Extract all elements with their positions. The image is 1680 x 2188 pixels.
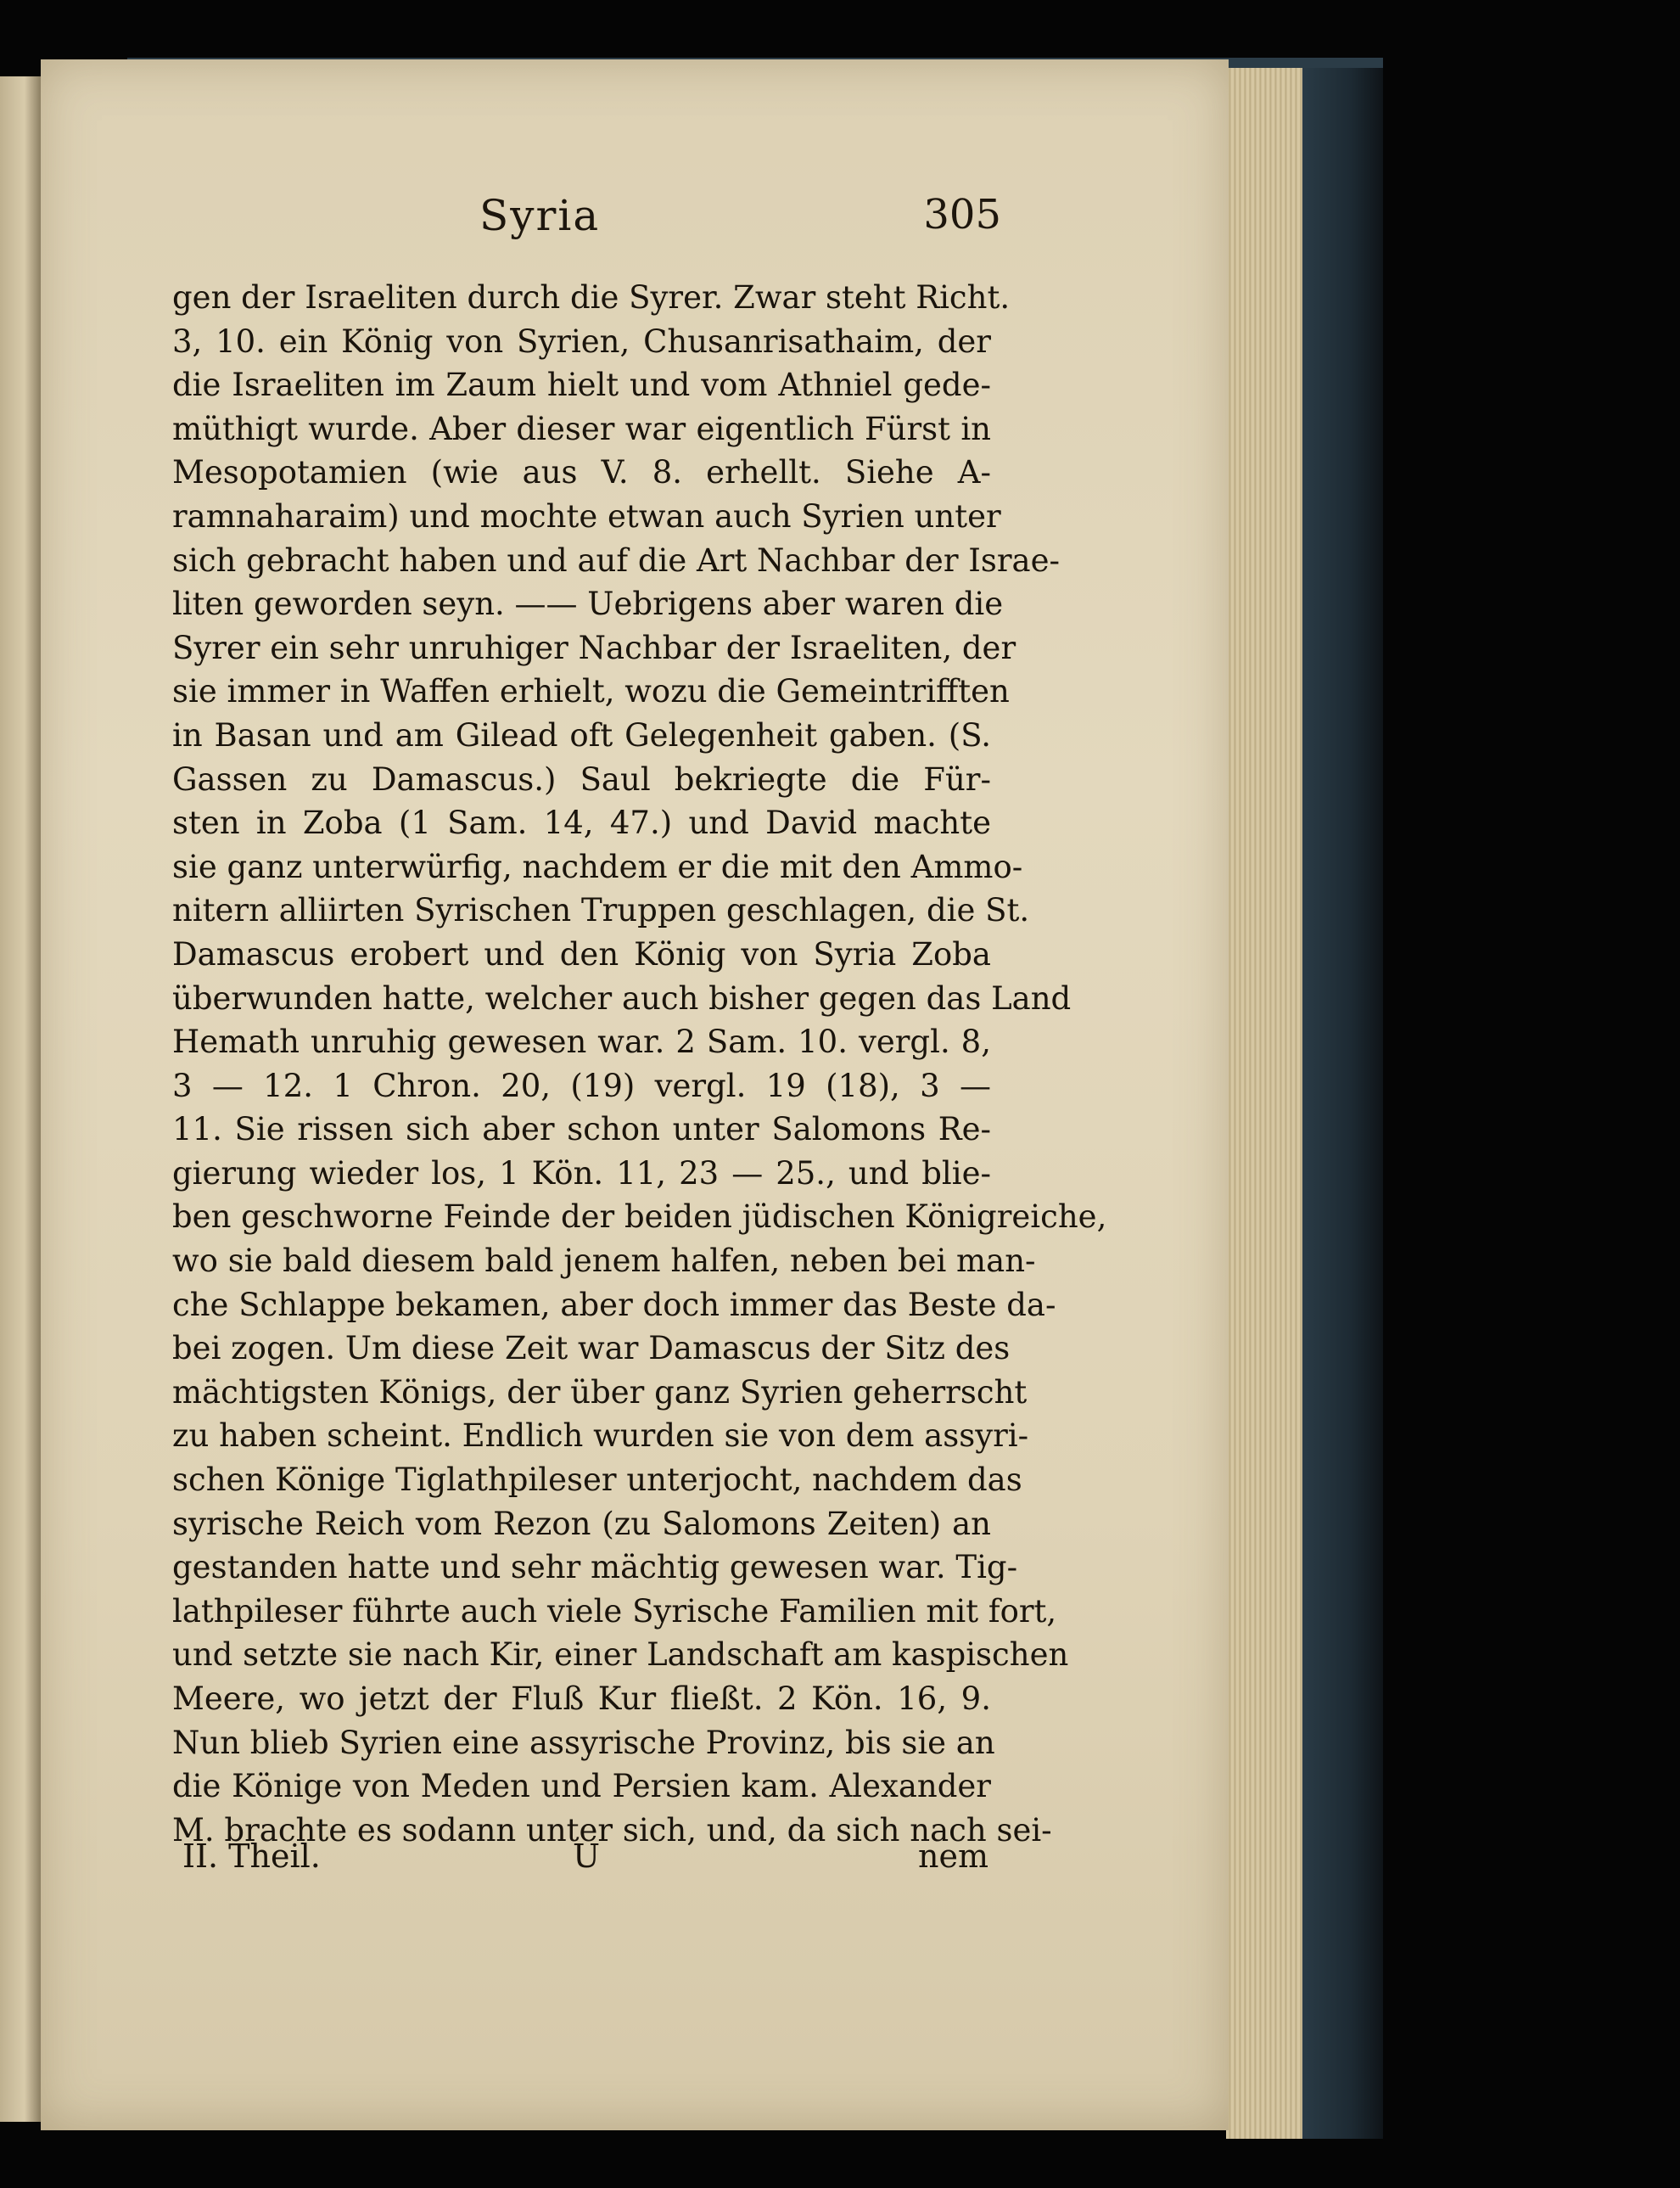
text-line: Meere, wo jetzt der Fluß Kur fließt. 2 Kön. 16, 9. [172,1680,991,1717]
text-line: Syrer ein sehr unruhiger Nachbar der Israeliten, der [172,629,1016,666]
book-cover-board [1302,68,1383,2139]
text-line: müthigt wurde. Aber dieser war eigentlich Fürst in [172,410,991,447]
text-line: gestanden hatte und sehr mächtig gewesen war. Tig- [172,1549,1018,1586]
text-line: die Israeliten im Zaum hielt und vom Athniel gede- [172,367,991,404]
sheet-mark: U [573,1837,601,1875]
text-line: 11. Sie rissen sich aber schon unter Salomons Re- [172,1111,991,1148]
text-line: gen der Israeliten durch die Syrer. Zwar steht Richt. [172,279,1011,316]
volume-signature: II. Theil. [182,1837,321,1875]
text-line: ben geschworne Feinde der beiden jüdischen Königreiche, [172,1198,1107,1236]
page-leaves-edge [1226,68,1302,2139]
text-line: überwunden hatte, welcher auch bisher gegen das Land [172,979,1072,1017]
text-line: Hemath unruhig gewesen war. 2 Sam. 10. vergl. 8, [172,1024,991,1061]
text-line: ramnaharaim) und mochte etwan auch Syrien unter [172,497,1001,535]
text-line: Mesopotamien (wie aus V. 8. erhellt. Siehe A- [172,454,991,491]
text-line: gierung wieder los, 1 Kön. 11, 23 — 25., und blie- [172,1154,991,1192]
text-line: 3, 10. ein König von Syrien, Chusanrisathaim, der [172,323,991,360]
page-header [170,191,1001,250]
running-title: Syria [479,191,601,240]
text-line: sie ganz unterwürfig, nachdem er die mit den Ammo- [172,848,1023,885]
catchword: nem [918,1837,988,1875]
text-line: mächtigsten Königs, der über ganz Syrien geherrscht [172,1373,1028,1411]
text-line: liten geworden seyn. —— Uebrigens aber waren die [172,586,1004,623]
text-line: M. brachte es sodann unter sich, und, da sich nach sei- [172,1811,1052,1849]
text-line: in Basan und am Gilead oft Gelegenheit gaben. (S. [172,716,991,754]
text-line: Damascus erobert und den König von Syria Zoba [172,935,991,973]
text-line: zu haben scheint. Endlich wurden sie von dem assyri- [172,1417,1029,1455]
text-line: schen Könige Tiglathpileser unterjocht, nachdem das [172,1461,1022,1499]
previous-page-edge [0,76,41,2122]
body-text [172,276,1107,1852]
text-line: Nun blieb Syrien eine assyrische Provinz, bis sie an [172,1724,995,1761]
text-line: sie immer in Waffen erhielt, wozu die Gemeintrifften [172,673,1010,710]
page-number: 305 [923,191,1001,238]
page-footer [182,1837,988,1888]
text-line: che Schlappe bekamen, aber doch immer das Beste da- [172,1286,1056,1323]
text-line: sten in Zoba (1 Sam. 14, 47.) und David machte [172,805,991,842]
text-line: syrische Reich vom Rezon (zu Salomons Zeiten) an [172,1505,991,1542]
text-line: nitern alliirten Syrischen Truppen geschlagen, die St. [172,892,1030,929]
text-line: Gassen zu Damascus.) Saul bekriegte die Für- [172,760,991,798]
text-line: lathpileser führte auch viele Syrische Familien mit fort, [172,1592,1057,1630]
text-line: 3 — 12. 1 Chron. 20, (19) vergl. 19 (18), 3 — [172,1067,991,1104]
text-line: die Könige von Meden und Persien kam. Alexander [172,1768,991,1805]
text-line: sich gebracht haben und auf die Art Nachbar der Israe- [172,541,1061,579]
text-line: und setzte sie nach Kir, einer Landschaft am kaspischen [172,1636,1069,1674]
text-line: bei zogen. Um diese Zeit war Damascus der Sitz des [172,1330,1011,1367]
text-line: wo sie bald diesem bald jenem halfen, neben bei man- [172,1243,1036,1280]
